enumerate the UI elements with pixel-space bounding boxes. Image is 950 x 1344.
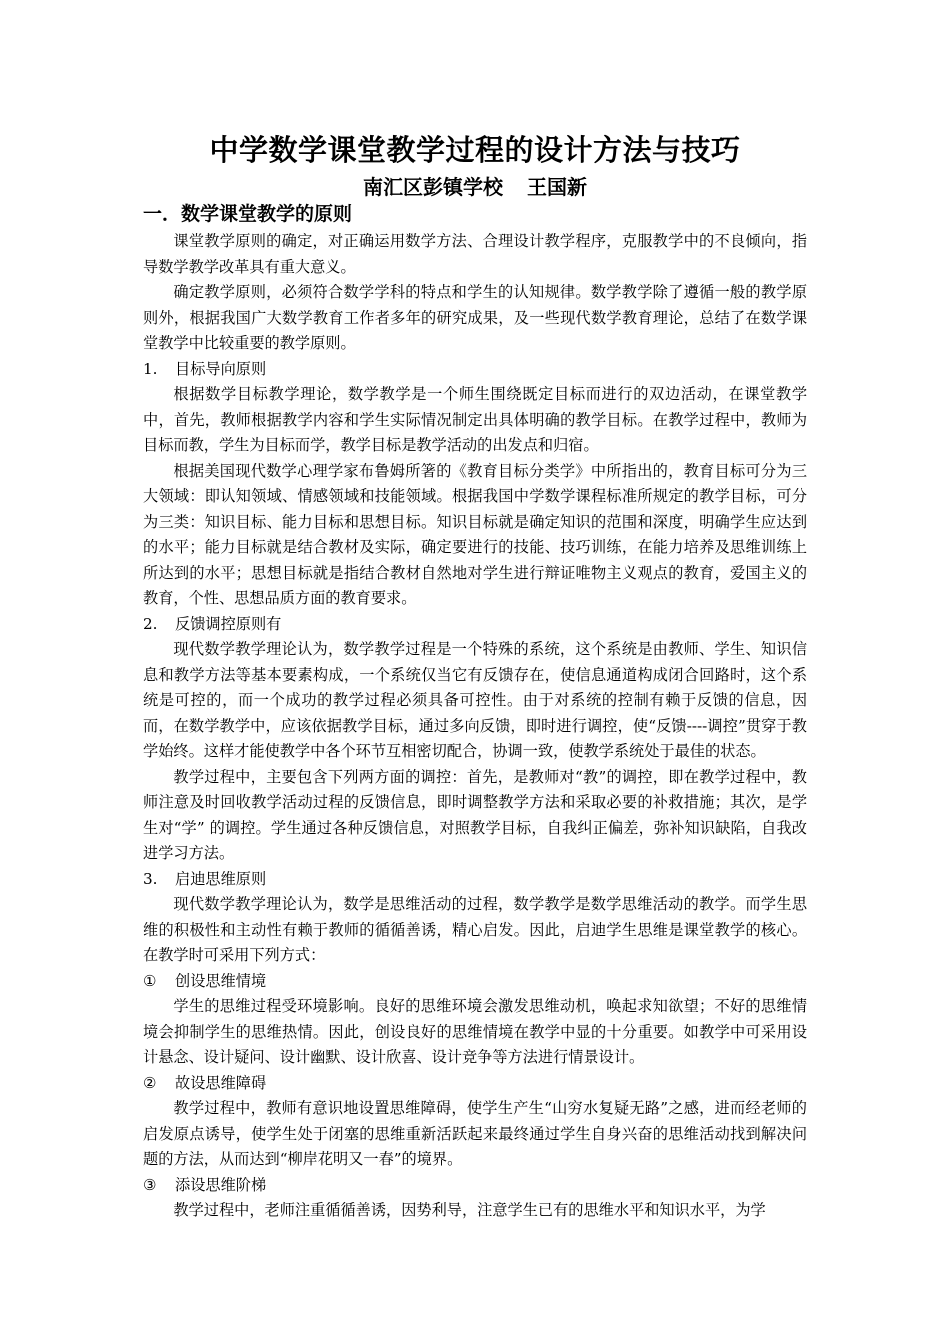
- author-school: 南汇区彭镇学校: [363, 175, 503, 199]
- section-heading: 一．数学课堂教学的原则: [143, 203, 353, 225]
- paragraph: 现代数学教学理论认为，数学是思维活动的过程，数学教学是数学思维活动的教学。而学生思维的积极性和主动性有赖于教师的循循善诱，精心启发。因此，启迪学生思维是课堂教学的核心。在教学时可采用下列方式：: [143, 895, 807, 964]
- document-title: 中学数学课堂教学过程的设计方法与技巧: [209, 133, 741, 167]
- sub-heading: ① 创设思维情境: [143, 971, 267, 990]
- paragraph: 现代数学教学理论认为，数学教学过程是一个特殊的系统，这个系统是由教师、学生、知识信息和教学方法等基本要素构成，一个系统仅当它有反馈存在，使信息通道构成闭合回路时，这个系统是可控的，而一个成功的教学过程必须具备可控性。由于对系统的控制有赖于反馈的信息，因而，在数学教学中，应该依据教学目标，通过多向反馈，即时进行调控，使“反馈----调控”贯穿于教学始终。这样才能使教学中各个环节互相密切配合，协调一致，使教学系统处于最佳的状态。: [143, 640, 807, 760]
- paragraph: 学生的思维过程受环境影响。良好的思维环境会激发思维动机，唤起求知欲望；不好的思维情境会抑制学生的思维热情。因此，创设良好的思维情境在教学中显的十分重要。如教学中可采用设计悬念、设计疑问、设计幽默、设计欣喜、设计竞争等方法进行情景设计。: [143, 997, 807, 1066]
- document-body: [143, 201, 807, 1224]
- paragraph: 根据美国现代数学心理学家布鲁姆所箸的《教育目标分类学》中所指出的，教育目标可分为三大领域：即认知领域、情感领域和技能领域。根据我国中学数学课程标准所规定的教学目标，可分为三类：知识目标、能力目标和思想目标。知识目标就是确定知识的范围和深度，明确学生应达到的水平；能力目标就是结合教材及实际，确定要进行的技能、技巧训练，在能力培养及思维训练上所达到的水平；思想目标就是指结合教材自然地对学生进行辩证唯物主义观点的教育，爱国主义的教育，个性、思想品质方面的教育要求。: [143, 461, 807, 607]
- paragraph: 确定教学原则，必须符合数学学科的特点和学生的认知规律。数学教学除了遵循一般的教学原则外，根据我国广大数学教育工作者多年的研究成果，及一些现代数学教育理论，总结了在数学课堂教学中比较重要的教学原则。: [143, 283, 807, 352]
- author-line: [0, 172, 950, 202]
- sub-heading: ② 故设思维障碍: [143, 1073, 267, 1092]
- sub-heading: ③ 添设思维阶梯: [143, 1175, 267, 1194]
- paragraph: 课堂教学原则的确定，对正确运用数学方法、合理设计教学程序，克服教学中的不良倾向，指导数学教学改革具有重大意义。: [143, 232, 807, 276]
- paragraph: 教学过程中，教师有意识地设置思维障碍，使学生产生“山穷水复疑无路”之感，进而经老师的启发原点诱导，使学生处于闭塞的思维重新活跃起来最终通过学生自身兴奋的思维活动找到解决问题的方法，从而达到“柳岸花明又一春”的境界。: [143, 1099, 807, 1168]
- principle-heading: 3. 启迪思维原则: [143, 869, 267, 888]
- author-name: 王国新: [527, 175, 587, 199]
- paragraph: 教学过程中，主要包含下列两方面的调控：首先，是教师对“教”的调控，即在教学过程中，教师注意及时回收教学活动过程的反馈信息，即时调整教学方法和采取必要的补救措施；其次，是学生对“学” 的调控。学生通过各种反馈信息，对照教学目标，自我纠正偏差，弥补知识缺陷，自我改进学习方法。: [143, 767, 807, 862]
- principle-heading: 2. 反馈调控原则有: [143, 614, 282, 633]
- paragraph: 根据数学目标教学理论，数学教学是一个师生围绕既定目标而进行的双边活动，在课堂教学中，首先，教师根据教学内容和学生实际情况制定出具体明确的教学目标。在教学过程中，教师为目标而教，学生为目标而学，教学目标是教学活动的出发点和归宿。: [143, 385, 807, 454]
- principle-heading: 1. 目标导向原则: [143, 359, 267, 378]
- paragraph: 教学过程中，老师注重循循善诱，因势利导，注意学生已有的思维水平和知识水平，为学: [173, 1201, 766, 1219]
